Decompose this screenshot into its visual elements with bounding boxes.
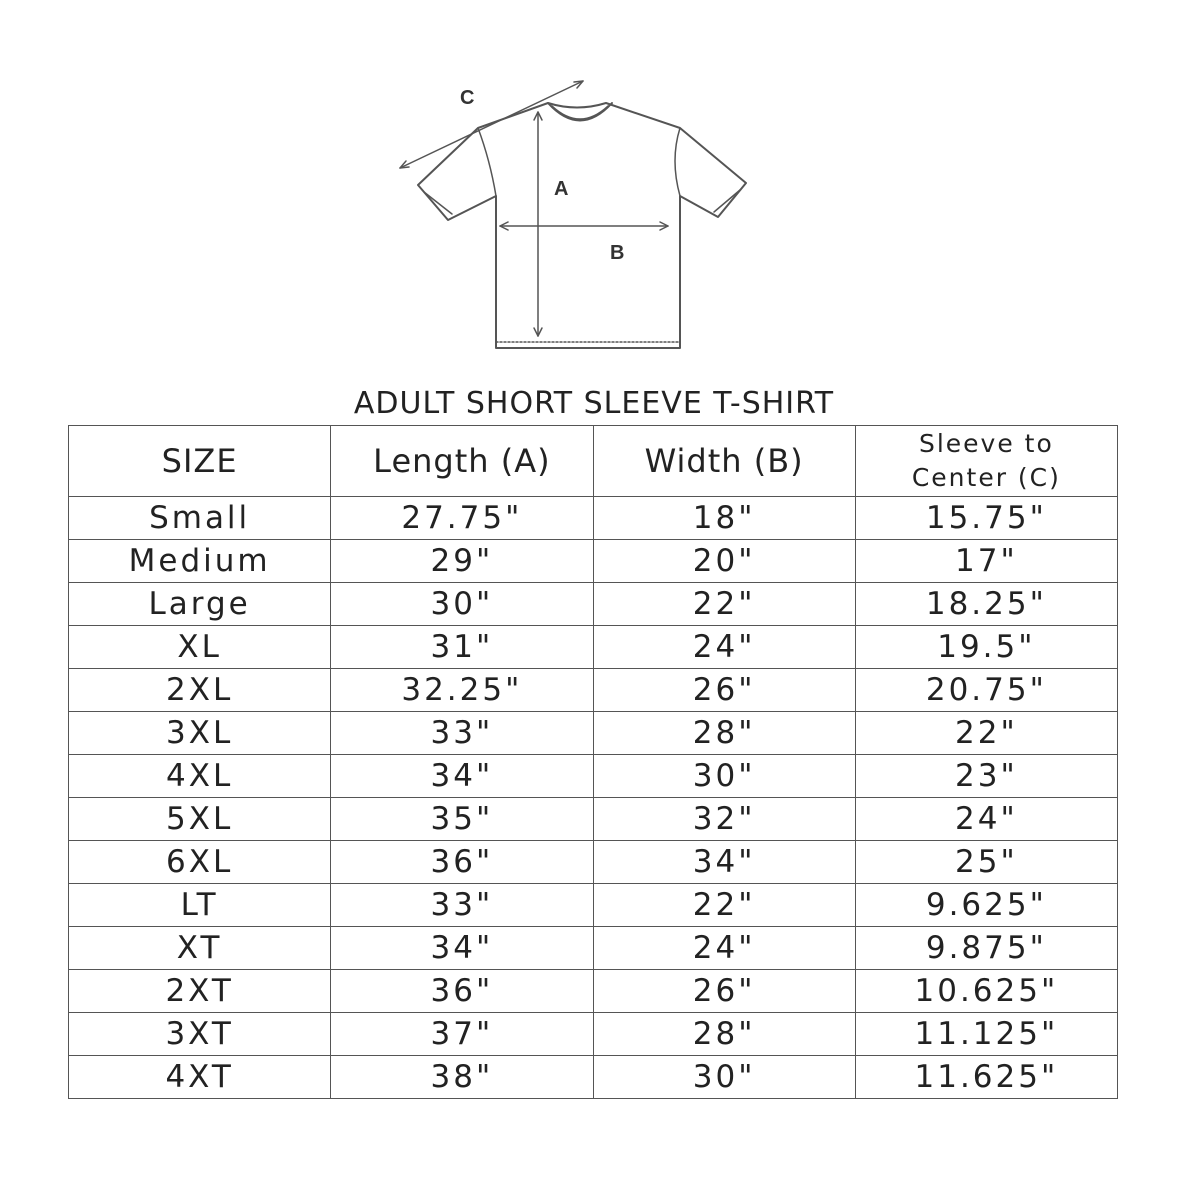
size-cell: LT bbox=[69, 884, 331, 927]
sleeve-cell: 19.5" bbox=[855, 626, 1117, 669]
width-cell: 22" bbox=[593, 884, 855, 927]
length-cell: 34" bbox=[331, 755, 593, 798]
table-row bbox=[69, 626, 1118, 669]
table-row bbox=[69, 927, 1118, 970]
size-cell: XL bbox=[69, 626, 331, 669]
table-row bbox=[69, 712, 1118, 755]
width-cell: 30" bbox=[593, 1056, 855, 1099]
width-cell: 22" bbox=[593, 583, 855, 626]
right-sleeve-cuff bbox=[714, 190, 740, 212]
width-cell: 24" bbox=[593, 626, 855, 669]
width-cell: 28" bbox=[593, 1013, 855, 1056]
table-row bbox=[69, 755, 1118, 798]
sleeve-cell: 22" bbox=[855, 712, 1117, 755]
table-row bbox=[69, 841, 1118, 884]
length-cell: 33" bbox=[331, 884, 593, 927]
size-cell: 3XL bbox=[69, 712, 331, 755]
length-cell: 27.75" bbox=[331, 497, 593, 540]
size-cell: 6XL bbox=[69, 841, 331, 884]
table-body bbox=[69, 497, 1118, 1099]
header-sleeve-line-2: Center (C) bbox=[911, 463, 1061, 492]
right-armhole-seam bbox=[675, 128, 680, 196]
length-cell: 38" bbox=[331, 1056, 593, 1099]
width-cell: 18" bbox=[593, 497, 855, 540]
width-cell: 34" bbox=[593, 841, 855, 884]
table-header-row bbox=[69, 426, 1118, 497]
length-cell: 33" bbox=[331, 712, 593, 755]
width-cell: 30" bbox=[593, 755, 855, 798]
length-cell: 37" bbox=[331, 1013, 593, 1056]
table-row bbox=[69, 970, 1118, 1013]
width-cell: 32" bbox=[593, 798, 855, 841]
length-cell: 29" bbox=[331, 540, 593, 583]
measure-line-c bbox=[400, 81, 583, 168]
table-row bbox=[69, 583, 1118, 626]
table-row bbox=[69, 540, 1118, 583]
size-chart-table bbox=[68, 425, 1118, 1099]
sleeve-cell: 18.25" bbox=[855, 583, 1117, 626]
length-cell: 36" bbox=[331, 970, 593, 1013]
size-cell: 2XT bbox=[69, 970, 331, 1013]
sleeve-cell: 11.625" bbox=[855, 1056, 1117, 1099]
left-sleeve-cuff bbox=[424, 192, 452, 214]
chart-title: ADULT SHORT SLEEVE T-SHIRT bbox=[353, 386, 835, 421]
size-cell: 4XL bbox=[69, 755, 331, 798]
length-cell: 35" bbox=[331, 798, 593, 841]
width-cell: 28" bbox=[593, 712, 855, 755]
sleeve-cell: 9.625" bbox=[855, 884, 1117, 927]
size-cell: 3XT bbox=[69, 1013, 331, 1056]
header-sleeve-to-center bbox=[855, 426, 1117, 497]
table-row bbox=[69, 1013, 1118, 1056]
size-cell: Medium bbox=[69, 540, 331, 583]
sleeve-cell: 25" bbox=[855, 841, 1117, 884]
sleeve-cell: 17" bbox=[855, 540, 1117, 583]
table-row bbox=[69, 1056, 1118, 1099]
sleeve-cell: 20.75" bbox=[855, 669, 1117, 712]
sleeve-cell: 24" bbox=[855, 798, 1117, 841]
tshirt-diagram bbox=[380, 70, 770, 360]
label-a: A bbox=[554, 178, 569, 200]
length-cell: 36" bbox=[331, 841, 593, 884]
header-sleeve-line-1: Sleeve to bbox=[918, 429, 1054, 458]
header-size: SIZE bbox=[69, 426, 331, 497]
width-cell: 26" bbox=[593, 970, 855, 1013]
table-row bbox=[69, 669, 1118, 712]
header-width: Width (B) bbox=[593, 426, 855, 497]
label-b: B bbox=[610, 242, 625, 264]
length-cell: 34" bbox=[331, 927, 593, 970]
size-cell: XT bbox=[69, 927, 331, 970]
length-cell: 32.25" bbox=[331, 669, 593, 712]
size-cell: Small bbox=[69, 497, 331, 540]
length-cell: 31" bbox=[331, 626, 593, 669]
table-row bbox=[69, 497, 1118, 540]
size-cell: 4XT bbox=[69, 1056, 331, 1099]
sleeve-cell: 11.125" bbox=[855, 1013, 1117, 1056]
table-row bbox=[69, 884, 1118, 927]
size-cell: 5XL bbox=[69, 798, 331, 841]
table-row bbox=[69, 798, 1118, 841]
size-cell: 2XL bbox=[69, 669, 331, 712]
width-cell: 26" bbox=[593, 669, 855, 712]
sleeve-cell: 23" bbox=[855, 755, 1117, 798]
label-c: C bbox=[460, 87, 475, 109]
sleeve-cell: 9.875" bbox=[855, 927, 1117, 970]
width-cell: 20" bbox=[593, 540, 855, 583]
width-cell: 24" bbox=[593, 927, 855, 970]
size-cell: Large bbox=[69, 583, 331, 626]
left-armhole-seam bbox=[478, 128, 496, 196]
sleeve-cell: 10.625" bbox=[855, 970, 1117, 1013]
header-length: Length (A) bbox=[331, 426, 593, 497]
sleeve-cell: 15.75" bbox=[855, 497, 1117, 540]
length-cell: 30" bbox=[331, 583, 593, 626]
